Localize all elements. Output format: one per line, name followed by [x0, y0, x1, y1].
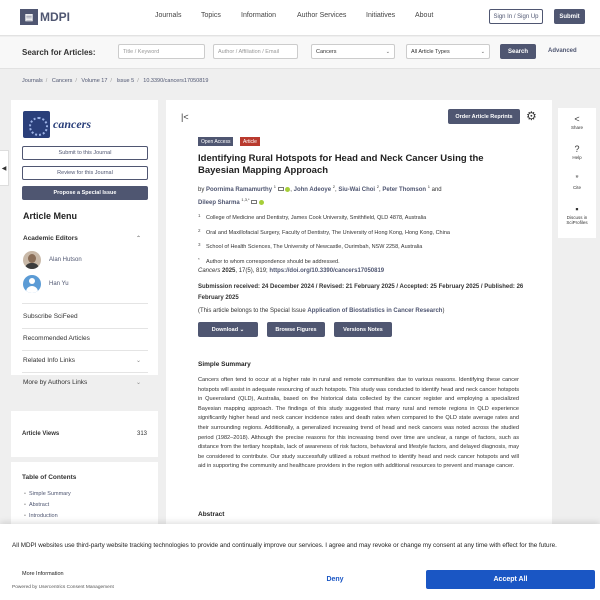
- mdpi-logo[interactable]: [20, 9, 70, 25]
- browse-figures-button[interactable]: Browse Figures: [267, 322, 325, 337]
- citation-line: [198, 268, 384, 274]
- more-information-link[interactable]: More Information: [22, 571, 64, 577]
- article-main: [166, 100, 552, 530]
- citation-year: 2025: [222, 268, 236, 274]
- discuss-label: Discuss in SciProfiles: [566, 215, 588, 225]
- article-type-badge: Article: [240, 137, 260, 146]
- top-header: [0, 0, 600, 36]
- special-issue-link[interactable]: Application of Biostatistics in Cancer Research: [307, 308, 443, 314]
- nav-information[interactable]: Information: [241, 12, 277, 19]
- citation-journal: Cancers: [198, 268, 221, 274]
- crumb-separator: /: [45, 78, 48, 84]
- by-label: by: [198, 187, 205, 193]
- right-toolbar: [558, 108, 596, 238]
- affiliation-text: Author to whom correspondence should be addressed.: [206, 258, 340, 265]
- divider: [22, 328, 148, 329]
- help-tool[interactable]: [558, 144, 596, 160]
- quote-icon: ”: [575, 174, 579, 184]
- more-by-authors-links[interactable]: More by Authors Links: [23, 379, 88, 386]
- title-keyword-input[interactable]: Title / Keyword: [118, 44, 205, 59]
- journal-select-value: Cancers: [316, 48, 337, 55]
- download-label: Download: [211, 326, 239, 333]
- related-info-links[interactable]: Related Info Links: [23, 357, 76, 364]
- author-link[interactable]: John Adeoye: [293, 187, 332, 193]
- affiliation-item: [198, 210, 528, 225]
- discuss-tool[interactable]: [558, 204, 596, 225]
- affiliation-item: [198, 239, 528, 254]
- cookie-banner: [0, 524, 600, 600]
- chevron-down-icon: ⌄: [239, 326, 245, 333]
- open-access-badge: Open Access: [198, 137, 233, 146]
- article-views-count: 313: [136, 431, 147, 437]
- crumb-separator: /: [137, 78, 139, 84]
- help-icon: ?: [574, 144, 580, 154]
- mdpi-logo-text: MDPI: [40, 10, 70, 24]
- nav-topics[interactable]: Topics: [201, 12, 221, 19]
- journal-name: cancers: [53, 117, 91, 131]
- accept-all-button[interactable]: Accept All: [426, 570, 595, 589]
- author-affiliation-input[interactable]: Author / Affiliation / Email: [213, 44, 298, 59]
- publication-dates: Submission received: 24 December 2024 / Revised: 21 February 2025 / Accepted: 25 February 2025 / Published: 26 February 2025: [198, 284, 524, 301]
- nav-author-services[interactable]: Author Services: [297, 12, 347, 19]
- special-issue-note: [198, 308, 444, 314]
- avatar: [23, 275, 41, 293]
- chevron-left-icon: ◀: [1, 165, 7, 172]
- affiliation-text: Oral and Maxillofacial Surgery, Faculty of Dentistry, The University of Hong Kong, Hong Kong, China: [206, 229, 450, 236]
- chevron-up-icon[interactable]: ⌃: [136, 236, 142, 242]
- journal-select[interactable]: [311, 44, 395, 59]
- simple-summary-text: Cancers often tend to occur at a higher rate in rural and remote communities due to various reasons. Identifying these cancer hotspots will assist in adequate resourcing of such hotspots. This study was conducted to identify head and neck cancer hotspots in Queensland (QLD), Australia, based on the historical data collected by the cancer register and employing a specialized Bayesian mapping approach. The findings of this study suggested that many rural and remote regions in QLD experience significantly higher head and neck cancer incidence rates and death rates when compared to the QLD state average rates and their surrounding regions. Additionally, a generalized increasing trend of head and neck cancers was noted across the studied period (1982–2018). Although the precise reasons for this increasing trend over time are unclear, a range of factors, such as distance from the tertiary hospitals, lack of awareness of risk factors, behavioral and lifestyle factors, and delayed diagnosis, may be considered to contribute. Our study successfully utilized a robust method to identify head and neck cancer hotspots and will aid in supporting the community and healthcare providers in the region with additional resources to prevent and manage cancer.: [198, 377, 519, 470]
- nav-journals[interactable]: Journals: [155, 12, 182, 19]
- nav-initiatives[interactable]: Initiatives: [366, 12, 396, 19]
- editor-item[interactable]: [23, 251, 82, 269]
- deny-button[interactable]: Deny: [255, 570, 415, 588]
- article-menu-title: Article Menu: [23, 211, 78, 221]
- author-affil-sup: 2: [332, 184, 335, 189]
- advanced-search-link[interactable]: Advanced: [548, 48, 577, 54]
- article-type-select[interactable]: [406, 44, 490, 59]
- author-affil-sup: 1,3,*: [241, 197, 250, 202]
- powered-by-text: Powered by Usercentrics Consent Management: [12, 585, 114, 590]
- toc-title: Table of Contents: [22, 474, 77, 481]
- special-issue-prefix: (This article belongs to the Special Issue: [198, 308, 306, 314]
- collapse-left-tab[interactable]: [0, 150, 9, 186]
- affiliations: [198, 210, 528, 268]
- affiliation-item: [198, 254, 528, 269]
- order-reprints-button[interactable]: Order Article Reprints: [448, 109, 520, 124]
- editor-name: Alan Hutson: [49, 257, 82, 263]
- sign-in-button[interactable]: Sign In / Sign Up: [489, 9, 543, 24]
- nav-about[interactable]: About: [415, 12, 434, 19]
- cite-tool[interactable]: [558, 174, 596, 190]
- divider: [22, 303, 148, 304]
- author-affil-sup: 1: [427, 184, 430, 189]
- submit-to-journal-button[interactable]: Submit to this Journal: [22, 146, 148, 160]
- crumb-journals[interactable]: Journals: [22, 78, 43, 84]
- gear-icon[interactable]: ⚙: [526, 109, 537, 123]
- search-label: Search for Articles:: [22, 48, 96, 57]
- article-title: Identifying Rural Hotspots for Head and Neck Cancer Using the Bayesian Mapping Approach: [198, 153, 484, 176]
- search-bar: [0, 37, 600, 69]
- crumb-separator: /: [75, 78, 77, 84]
- discuss-icon: ▪: [575, 204, 579, 214]
- help-label: Help: [572, 155, 582, 160]
- cite-label: Cite: [572, 185, 581, 190]
- toc-item-introduction[interactable]: • Introduction: [24, 513, 58, 519]
- editor-item[interactable]: [23, 275, 69, 293]
- crumb-cancers[interactable]: Cancers: [51, 78, 73, 84]
- journal-logo[interactable]: [23, 111, 91, 138]
- affiliation-text: School of Health Sciences, The University of Newcastle, Ourimbah, NSW 2258, Australia: [206, 244, 423, 250]
- crumb-separator: /: [110, 78, 112, 84]
- subscribe-scifeed-link[interactable]: Subscribe SciFeed: [23, 313, 78, 320]
- cancers-logo-icon: [23, 111, 50, 138]
- share-label: Share: [570, 125, 583, 130]
- mail-icon[interactable]: [251, 200, 257, 204]
- editor-name: Han Yu: [49, 281, 69, 287]
- left-sidebar: [11, 100, 158, 375]
- orcid-icon[interactable]: [285, 187, 290, 192]
- author-link[interactable]: Peter Thomson: [382, 187, 427, 193]
- article-views-box: [11, 411, 158, 457]
- academic-editors-heading[interactable]: Academic Editors: [23, 235, 78, 242]
- abstract-heading: Abstract: [198, 511, 225, 518]
- special-issue-suffix: ): [442, 308, 445, 314]
- propose-special-issue-button[interactable]: Propose a Special Issue: [22, 186, 148, 200]
- orcid-icon[interactable]: [259, 200, 264, 205]
- affiliation-number: 2: [198, 227, 201, 233]
- author-link[interactable]: Poornima Ramamurthy: [206, 187, 273, 193]
- toc-item-simple-summary[interactable]: • Simple Summary: [24, 491, 71, 497]
- review-for-journal-button[interactable]: Review for this Journal: [22, 166, 148, 180]
- download-button[interactable]: [198, 322, 258, 337]
- affiliation-number: 3: [198, 242, 201, 247]
- author-affil-sup: 1: [273, 184, 276, 189]
- affiliation-number: *: [198, 256, 200, 262]
- article-views-label: Article Views: [22, 431, 60, 437]
- share-icon: <: [574, 114, 580, 124]
- collapse-sidebar-icon[interactable]: |<: [181, 112, 189, 122]
- author-list: by Poornima Ramamurthy $^1$ , John Adeoye $^2$, Siu-Wai Choi $^2$, Peter Thomson $^1$ and Dileep Sharma $^{1,3,*}$: [198, 184, 442, 206]
- submit-button[interactable]: Submit: [554, 9, 585, 24]
- affiliation-text: College of Medicine and Dentistry, James Cook University, Smithfield, QLD 4878, Australia: [206, 215, 427, 221]
- cookie-text: All MDPI websites use third-party website tracking technologies to provide and continually improve our services. I agree and may revoke or change my consent at any time with effect for the future.: [12, 542, 557, 549]
- breadcrumb: [22, 78, 208, 84]
- avatar: [23, 251, 41, 269]
- chevron-down-icon: ⌄: [480, 49, 485, 55]
- doi-link[interactable]: https://doi.org/10.3390/cancers17050819: [269, 268, 385, 274]
- crumb-volume[interactable]: Volume 17: [81, 78, 108, 84]
- author-link[interactable]: Siu-Wai Choi: [338, 187, 376, 193]
- simple-summary-heading: Simple Summary: [198, 361, 251, 368]
- chevron-down-icon[interactable]: ⌄: [136, 358, 142, 364]
- crumb-doi: 10.3390/cancers17050819: [143, 78, 209, 84]
- affiliation-number: 1: [198, 213, 201, 218]
- divider: [22, 350, 148, 351]
- citation-volume: , 17(5), 819;: [235, 268, 268, 274]
- article-type-value: All Article Types: [411, 48, 450, 55]
- versions-notes-button[interactable]: Versions Notes: [334, 322, 392, 337]
- mail-icon[interactable]: [278, 187, 284, 191]
- chevron-down-icon[interactable]: ⌄: [136, 380, 142, 386]
- recommended-articles-link[interactable]: Recommended Articles: [23, 335, 90, 342]
- divider: [22, 372, 148, 373]
- search-button[interactable]: Search: [500, 44, 536, 59]
- toc-item-abstract[interactable]: • Abstract: [24, 502, 49, 508]
- mdpi-logo-mark: ▤: [20, 9, 38, 25]
- share-tool[interactable]: [558, 114, 596, 130]
- affiliation-item: [198, 225, 528, 240]
- and-label: and: [431, 187, 442, 193]
- crumb-issue[interactable]: Issue 5: [116, 78, 135, 84]
- chevron-down-icon: ⌄: [385, 49, 390, 55]
- author-affil-sup: 2: [376, 184, 380, 189]
- author-link[interactable]: Dileep Sharma: [198, 200, 240, 206]
